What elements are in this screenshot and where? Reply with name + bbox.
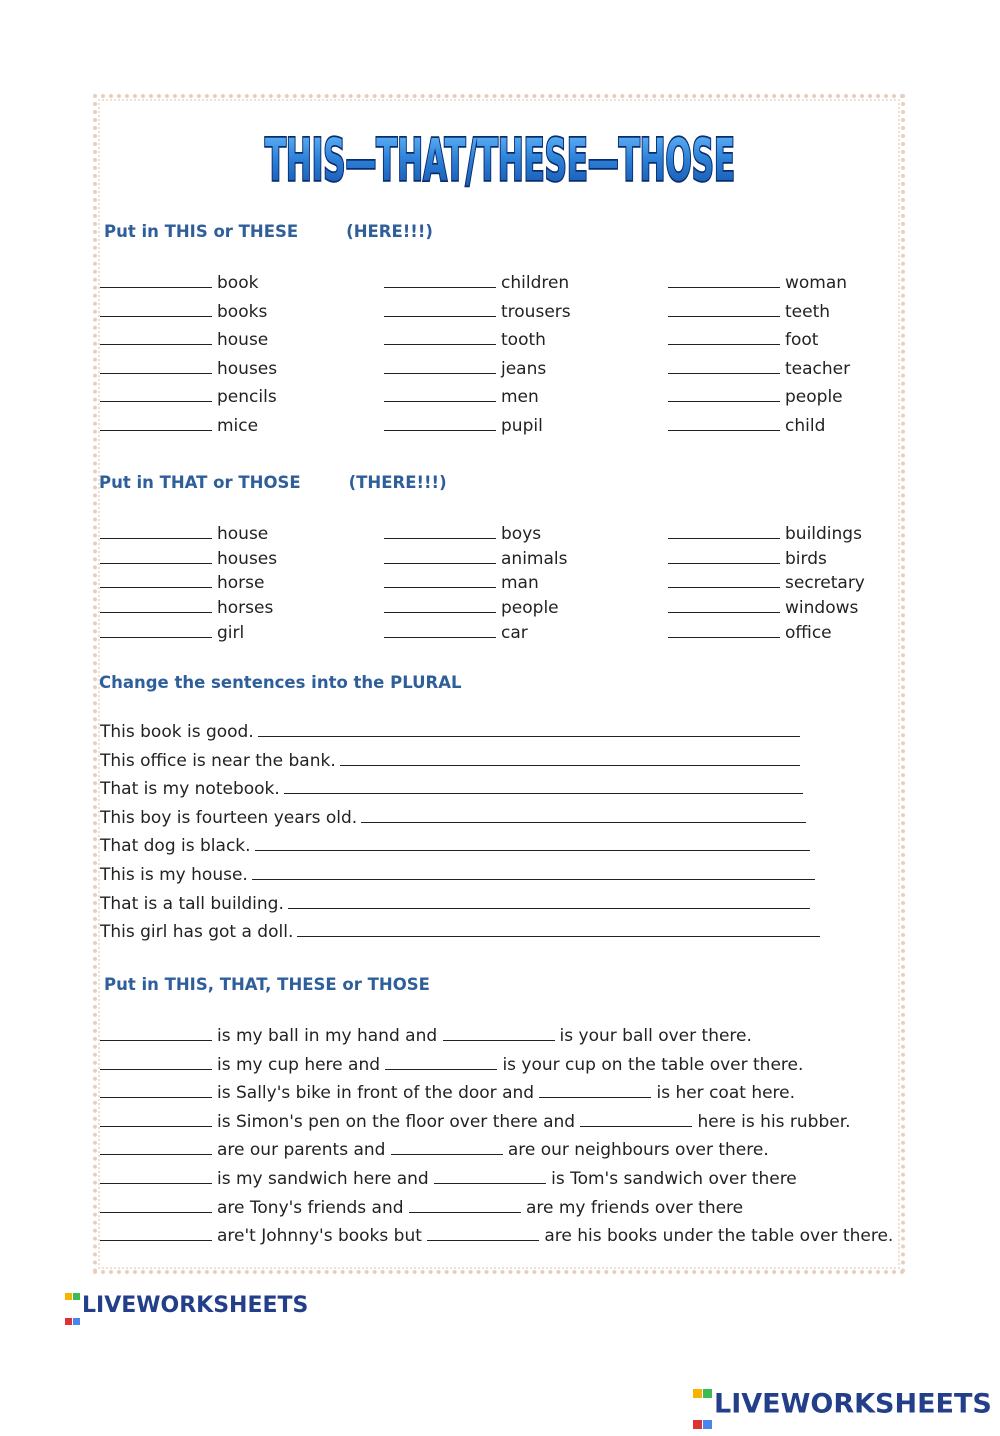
fill-item xyxy=(384,270,569,294)
answer-blank[interactable] xyxy=(100,1195,212,1213)
sentence-part: are't Johnny's books but xyxy=(217,1226,422,1247)
sentence-row xyxy=(100,805,806,829)
section1-heading-text: Put in THIS or THESE xyxy=(104,222,299,241)
sentence-text: That is a tall building. xyxy=(100,893,284,914)
sentence-text: This boy is fourteen years old. xyxy=(100,807,358,828)
sentence-part: is Tom's sandwich over there xyxy=(551,1169,797,1189)
fill-item xyxy=(100,356,277,380)
answer-blank[interactable] xyxy=(384,570,496,588)
title-text: THIS—THAT/THESE—THOSE xyxy=(265,126,735,194)
answer-blank[interactable] xyxy=(668,270,780,288)
noun-label: people xyxy=(501,598,559,619)
answer-blank[interactable] xyxy=(409,1195,521,1213)
answer-blank[interactable] xyxy=(100,327,212,345)
answer-blank[interactable] xyxy=(443,1023,555,1041)
answer-blank[interactable] xyxy=(384,521,496,539)
sentence-row xyxy=(100,748,800,772)
noun-label: jeans xyxy=(501,358,547,379)
answer-blank[interactable] xyxy=(384,270,496,288)
sentence-part: is your cup on the table over there. xyxy=(502,1054,804,1075)
fill-item xyxy=(100,570,264,594)
sentence-row xyxy=(100,776,803,800)
fill-item xyxy=(668,595,858,619)
fill-item xyxy=(100,270,258,294)
fill-item xyxy=(384,570,539,594)
logo-text-small: LIVEWORKSHEETS xyxy=(82,1293,309,1318)
answer-blank[interactable] xyxy=(100,1109,212,1127)
fill-item xyxy=(668,299,830,323)
answer-blank[interactable] xyxy=(668,521,780,539)
noun-label: houses xyxy=(217,548,278,569)
noun-label: man xyxy=(501,573,539,594)
answer-blank[interactable] xyxy=(384,620,496,638)
answer-line[interactable] xyxy=(361,805,806,823)
lw-logo-icon xyxy=(692,1374,712,1436)
noun-label: house xyxy=(217,524,269,544)
answer-line[interactable] xyxy=(284,776,803,794)
answer-blank[interactable] xyxy=(385,1052,497,1070)
section2-note: (THERE!!!) xyxy=(348,473,447,492)
noun-label: tooth xyxy=(501,330,546,351)
answer-blank[interactable] xyxy=(539,1080,651,1098)
fill-item xyxy=(384,620,528,644)
answer-blank[interactable] xyxy=(668,570,780,588)
sentence-part: are my friends over there xyxy=(525,1197,744,1218)
fill-item xyxy=(100,620,244,644)
noun-label: trousers xyxy=(501,301,571,322)
answer-line[interactable] xyxy=(340,748,800,766)
sentence-row xyxy=(100,891,810,915)
sentence-row xyxy=(100,719,800,743)
noun-label: buildings xyxy=(785,524,862,544)
fill-item xyxy=(100,413,258,437)
fill-item xyxy=(668,327,818,351)
noun-label: houses xyxy=(217,358,278,379)
noun-label: books xyxy=(217,301,268,322)
noun-label: windows xyxy=(785,598,859,619)
answer-blank[interactable] xyxy=(100,570,212,588)
answer-blank[interactable] xyxy=(100,620,212,638)
answer-blank[interactable] xyxy=(100,384,212,402)
section2-heading-text: Put in THAT or THOSE xyxy=(99,473,301,492)
answer-blank[interactable] xyxy=(100,1052,212,1070)
fill-item xyxy=(668,270,847,294)
answer-blank[interactable] xyxy=(100,270,212,288)
answer-blank[interactable] xyxy=(427,1223,539,1241)
sentence-row xyxy=(100,833,810,857)
section4-heading: Put in THIS, THAT, THESE or THOSE xyxy=(104,975,430,994)
sentence-part: is your ball over there. xyxy=(559,1026,752,1046)
fill-item xyxy=(668,620,832,644)
answer-blank[interactable] xyxy=(668,384,780,402)
answer-line[interactable] xyxy=(297,919,820,937)
answer-blank[interactable] xyxy=(384,327,496,345)
noun-label: birds xyxy=(785,548,827,569)
sentence-part: are his books under the table over there. xyxy=(544,1226,894,1247)
noun-label: car xyxy=(501,622,528,643)
lw-logo-icon xyxy=(64,1281,80,1331)
fill-item xyxy=(384,595,559,619)
answer-blank[interactable] xyxy=(100,413,212,431)
noun-label: woman xyxy=(785,273,848,293)
noun-label: book xyxy=(217,273,259,293)
sentence-part: is Sally's bike in front of the door and xyxy=(217,1083,535,1104)
answer-blank[interactable] xyxy=(100,595,212,613)
fill-item xyxy=(100,521,268,545)
noun-label: animals xyxy=(501,548,568,569)
noun-label: pupil xyxy=(501,416,543,436)
answer-line[interactable] xyxy=(258,719,800,737)
answer-blank[interactable] xyxy=(668,299,780,317)
answer-blank[interactable] xyxy=(384,413,496,431)
section1-heading xyxy=(104,222,433,241)
section3-heading: Change the sentences into the PLURAL xyxy=(99,673,462,692)
liveworksheets-logo-large xyxy=(692,1374,992,1436)
noun-label: mice xyxy=(217,416,259,436)
fill-item xyxy=(668,384,843,408)
answer-blank[interactable] xyxy=(384,546,496,564)
fill-sentence-row xyxy=(100,1223,893,1247)
fill-item xyxy=(668,413,825,437)
logo-text-large: LIVEWORKSHEETS xyxy=(714,1388,992,1420)
answer-blank[interactable] xyxy=(580,1109,692,1127)
sentence-text: This book is good. xyxy=(100,722,254,742)
noun-label: house xyxy=(217,330,269,351)
answer-blank[interactable] xyxy=(100,1166,212,1184)
fill-sentence-row xyxy=(100,1052,803,1076)
answer-line[interactable] xyxy=(288,891,810,909)
sentence-part: are our parents and xyxy=(217,1140,386,1161)
fill-item xyxy=(384,327,546,351)
fill-sentence-row xyxy=(100,1109,851,1133)
section2-heading xyxy=(99,473,447,492)
sentence-text: This office is near the bank. xyxy=(100,750,336,771)
fill-sentence-row xyxy=(100,1166,797,1190)
noun-label: teeth xyxy=(785,301,831,322)
answer-blank[interactable] xyxy=(384,356,496,374)
fill-item xyxy=(384,521,541,545)
answer-blank[interactable] xyxy=(100,299,212,317)
answer-blank[interactable] xyxy=(434,1166,546,1184)
sentence-text: This is my house. xyxy=(100,865,248,885)
sentence-text: This girl has got a doll. xyxy=(100,922,294,943)
sentence-part: is my cup here and xyxy=(217,1054,381,1075)
fill-item xyxy=(100,327,268,351)
answer-blank[interactable] xyxy=(668,413,780,431)
fill-item xyxy=(100,546,277,570)
answer-blank[interactable] xyxy=(668,620,780,638)
noun-label: office xyxy=(785,622,832,643)
answer-blank[interactable] xyxy=(668,356,780,374)
fill-sentence-row xyxy=(100,1195,743,1219)
noun-label: teacher xyxy=(785,358,851,379)
noun-label: boys xyxy=(501,524,542,544)
fill-item xyxy=(384,299,571,323)
noun-label: child xyxy=(785,416,826,436)
noun-label: girl xyxy=(217,622,245,643)
sentence-part: is her coat here. xyxy=(656,1083,796,1104)
liveworksheets-logo-small xyxy=(64,1281,308,1331)
answer-blank[interactable] xyxy=(384,299,496,317)
answer-blank[interactable] xyxy=(100,1023,212,1041)
fill-item xyxy=(668,546,827,570)
fill-sentence-row xyxy=(100,1080,795,1104)
noun-label: people xyxy=(785,387,843,408)
section1-note: (HERE!!!) xyxy=(346,222,433,241)
sentence-part: is my sandwich here and xyxy=(217,1169,429,1189)
noun-label: secretary xyxy=(785,573,865,594)
answer-blank[interactable] xyxy=(384,595,496,613)
fill-item xyxy=(668,521,862,545)
sentence-row xyxy=(100,919,820,943)
sentence-text: That is my notebook. xyxy=(100,779,280,800)
sentence-row xyxy=(100,862,815,886)
answer-blank[interactable] xyxy=(384,384,496,402)
sentence-part: are our neighbours over there. xyxy=(507,1140,769,1161)
fill-item xyxy=(384,413,543,437)
answer-blank[interactable] xyxy=(668,595,780,613)
fill-item xyxy=(100,384,277,408)
noun-label: men xyxy=(501,387,539,408)
worksheet-title xyxy=(262,118,738,196)
fill-sentence-row xyxy=(100,1023,752,1047)
noun-label: horse xyxy=(217,573,265,594)
fill-item xyxy=(384,546,567,570)
answer-blank[interactable] xyxy=(100,1223,212,1241)
noun-label: foot xyxy=(785,330,819,351)
answer-blank[interactable] xyxy=(100,546,212,564)
fill-item xyxy=(384,356,546,380)
answer-line[interactable] xyxy=(252,862,815,880)
sentence-part: are Tony's friends and xyxy=(217,1197,404,1218)
noun-label: horses xyxy=(217,598,274,619)
answer-blank[interactable] xyxy=(391,1137,503,1155)
sentence-part: is my ball in my hand and xyxy=(217,1026,438,1046)
fill-item xyxy=(100,299,267,323)
noun-label: children xyxy=(501,273,570,293)
answer-blank[interactable] xyxy=(100,521,212,539)
answer-line[interactable] xyxy=(255,833,810,851)
answer-blank[interactable] xyxy=(100,1137,212,1155)
fill-item xyxy=(668,570,865,594)
fill-sentence-row xyxy=(100,1137,769,1161)
noun-label: pencils xyxy=(217,387,277,408)
fill-item xyxy=(668,356,850,380)
sentence-text: That dog is black. xyxy=(100,836,251,857)
answer-blank[interactable] xyxy=(668,327,780,345)
answer-blank[interactable] xyxy=(100,1080,212,1098)
sentence-part: is Simon's pen on the floor over there and xyxy=(217,1111,576,1132)
fill-item xyxy=(384,384,539,408)
answer-blank[interactable] xyxy=(668,546,780,564)
sentence-part: here is his rubber. xyxy=(697,1111,851,1132)
fill-item xyxy=(100,595,273,619)
answer-blank[interactable] xyxy=(100,356,212,374)
